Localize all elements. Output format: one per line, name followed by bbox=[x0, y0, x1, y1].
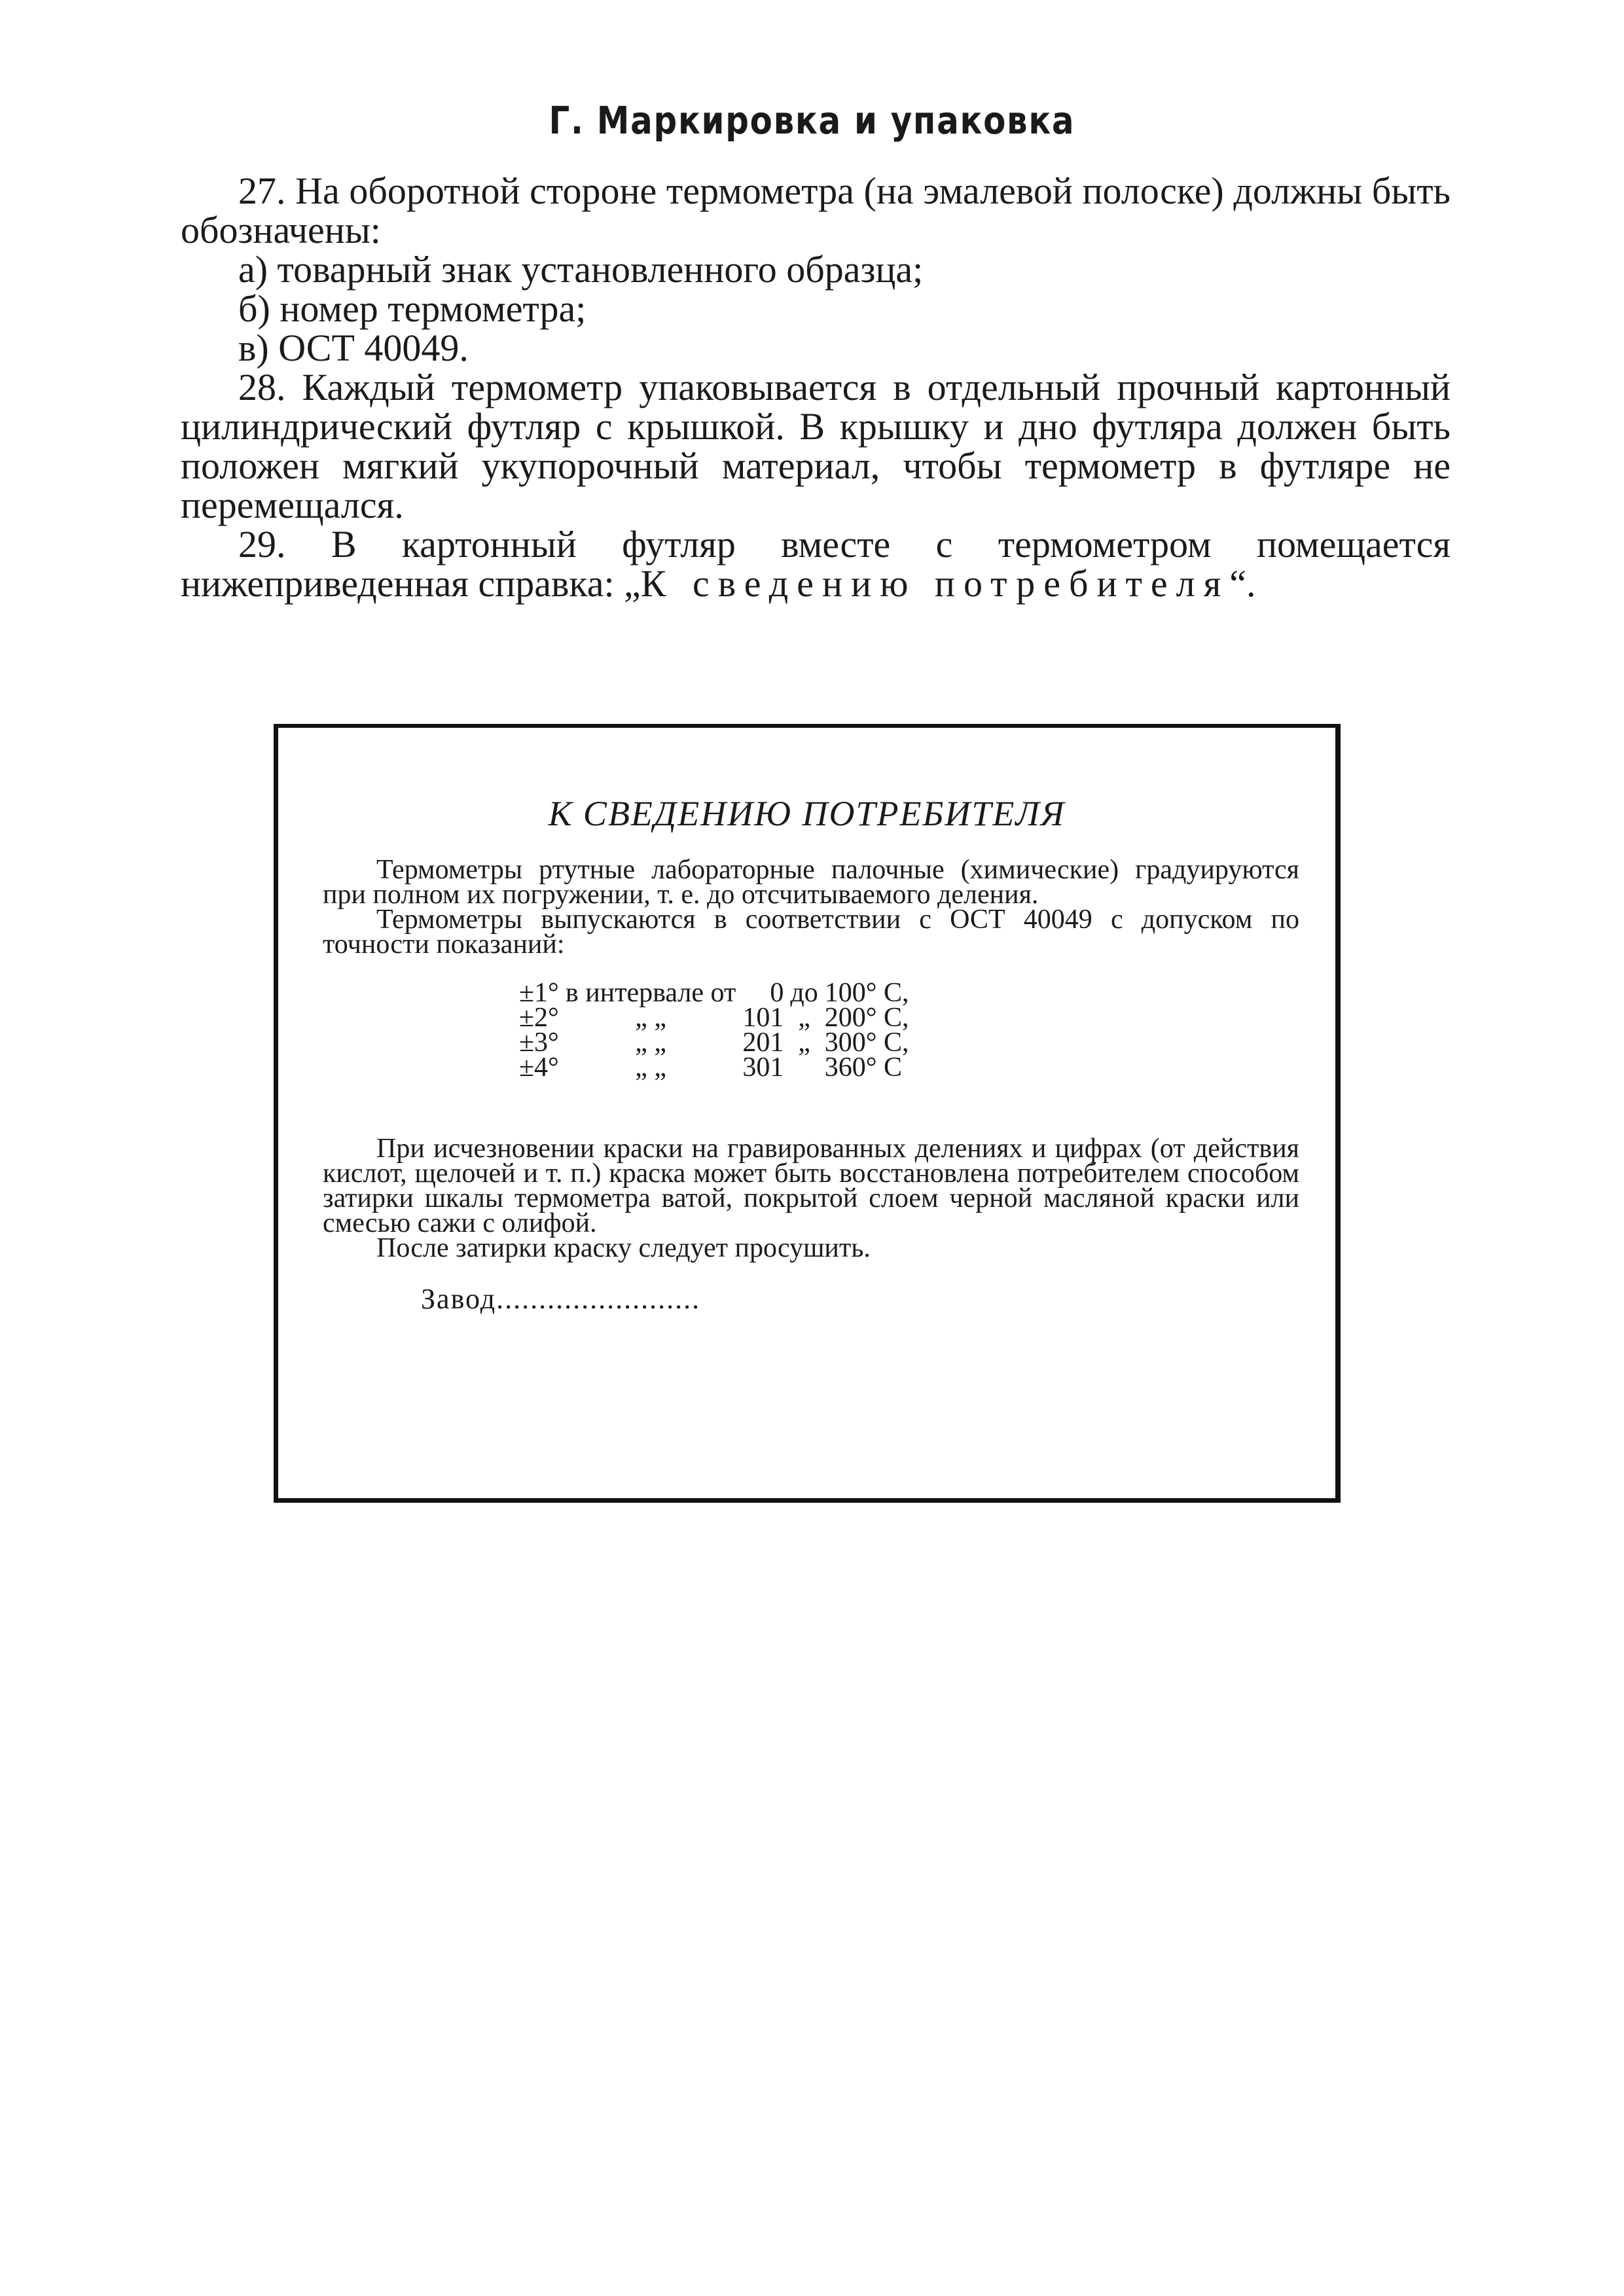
range-to: 360° С bbox=[824, 1052, 903, 1083]
notice-paragraph-drying: После затирки краску следует просушить. bbox=[376, 1233, 871, 1263]
paragraph-27: 27. На оборотной стороне термометра (на эмалевой полоске) должны быть обозначены: bbox=[181, 170, 1451, 251]
consumer-notice-box bbox=[274, 724, 1341, 1503]
tolerance-row bbox=[519, 1030, 916, 1055]
factory-field: Завод........................ bbox=[421, 1283, 701, 1315]
range-from: 301 bbox=[742, 1052, 784, 1083]
list-item-c: в) ОСТ 40049. bbox=[238, 327, 469, 369]
range-from: 0 bbox=[770, 978, 784, 1008]
list-item-a: а) товарный знак установленного образца; bbox=[238, 248, 924, 291]
range-from: 201 bbox=[742, 1028, 784, 1058]
range-to: 200° С, bbox=[824, 1003, 909, 1033]
notice-paragraph-tolerance: Термометры выпускаются в соответствии с ОСТ 40049 с допуском по точности показаний: bbox=[323, 905, 1299, 960]
notice-paragraph-paint: При исчезновении краски на гравированных делениях и цифрах (от действия кислот, щелочей и т. п.) краска может быть восстановлена потребителем способом затирки шкалы термометра ватой, покрытой слоем черной масляной краски или смесью сажи с олифой. bbox=[323, 1134, 1299, 1238]
interval-label: „ „ bbox=[635, 1052, 666, 1083]
tolerance-row bbox=[519, 1005, 916, 1030]
range-separator: „ bbox=[798, 1003, 810, 1033]
tolerance-value: ±1° bbox=[519, 978, 559, 1008]
paragraph-29-text: 29. В картонный футляр вместе с термометром помещается нижеприведенная справка: „ bbox=[181, 523, 1451, 605]
closing-quote: “. bbox=[1229, 562, 1256, 605]
tolerance-value: ±3° bbox=[519, 1028, 559, 1058]
spacer bbox=[323, 1080, 1299, 1136]
interval-label: „ „ bbox=[635, 1003, 666, 1033]
range-separator bbox=[790, 1055, 824, 1080]
paragraph-29 bbox=[181, 525, 1451, 603]
range-to: 100° С, bbox=[824, 978, 909, 1008]
paragraph-28: 28. Каждый термометр упаковывается в отдельный прочный картонный цилиндрический футляр с крышкой. В крышку и дно футляра должен быть положен мягкий укупорочный материал, чтобы термометр в футляре не перемещался. bbox=[181, 366, 1451, 526]
section-heading: Г. Маркировка и упаковка bbox=[549, 98, 1075, 143]
range-from: 101 bbox=[742, 1003, 784, 1033]
range-separator: „ bbox=[798, 1028, 810, 1058]
interval-label: „ „ bbox=[635, 1028, 666, 1058]
tolerance-value: ±4° bbox=[519, 1052, 559, 1083]
notice-reference: К сведению потребителя bbox=[640, 562, 1230, 605]
notice-paragraph-calibration: Термометры ртутные лабораторные палочные (химические) градуируются при полном их погружении, т. е. до отсчитываемого деления. bbox=[323, 855, 1299, 910]
tolerance-row bbox=[519, 1055, 916, 1080]
tolerance-row bbox=[519, 980, 916, 1005]
notice-body bbox=[323, 855, 1299, 1315]
tolerance-table bbox=[519, 978, 916, 1083]
tolerance-value: ±2° bbox=[519, 1003, 559, 1033]
section-body bbox=[181, 171, 1451, 603]
notice-title: К СВЕДЕНИЮ ПОТРЕБИТЕЛЯ bbox=[548, 794, 1066, 833]
range-to: 300° С, bbox=[824, 1028, 909, 1058]
interval-label: в интервале от bbox=[565, 978, 736, 1008]
list-item-b: б) номер термометра; bbox=[238, 287, 586, 330]
range-separator: до bbox=[790, 978, 818, 1008]
